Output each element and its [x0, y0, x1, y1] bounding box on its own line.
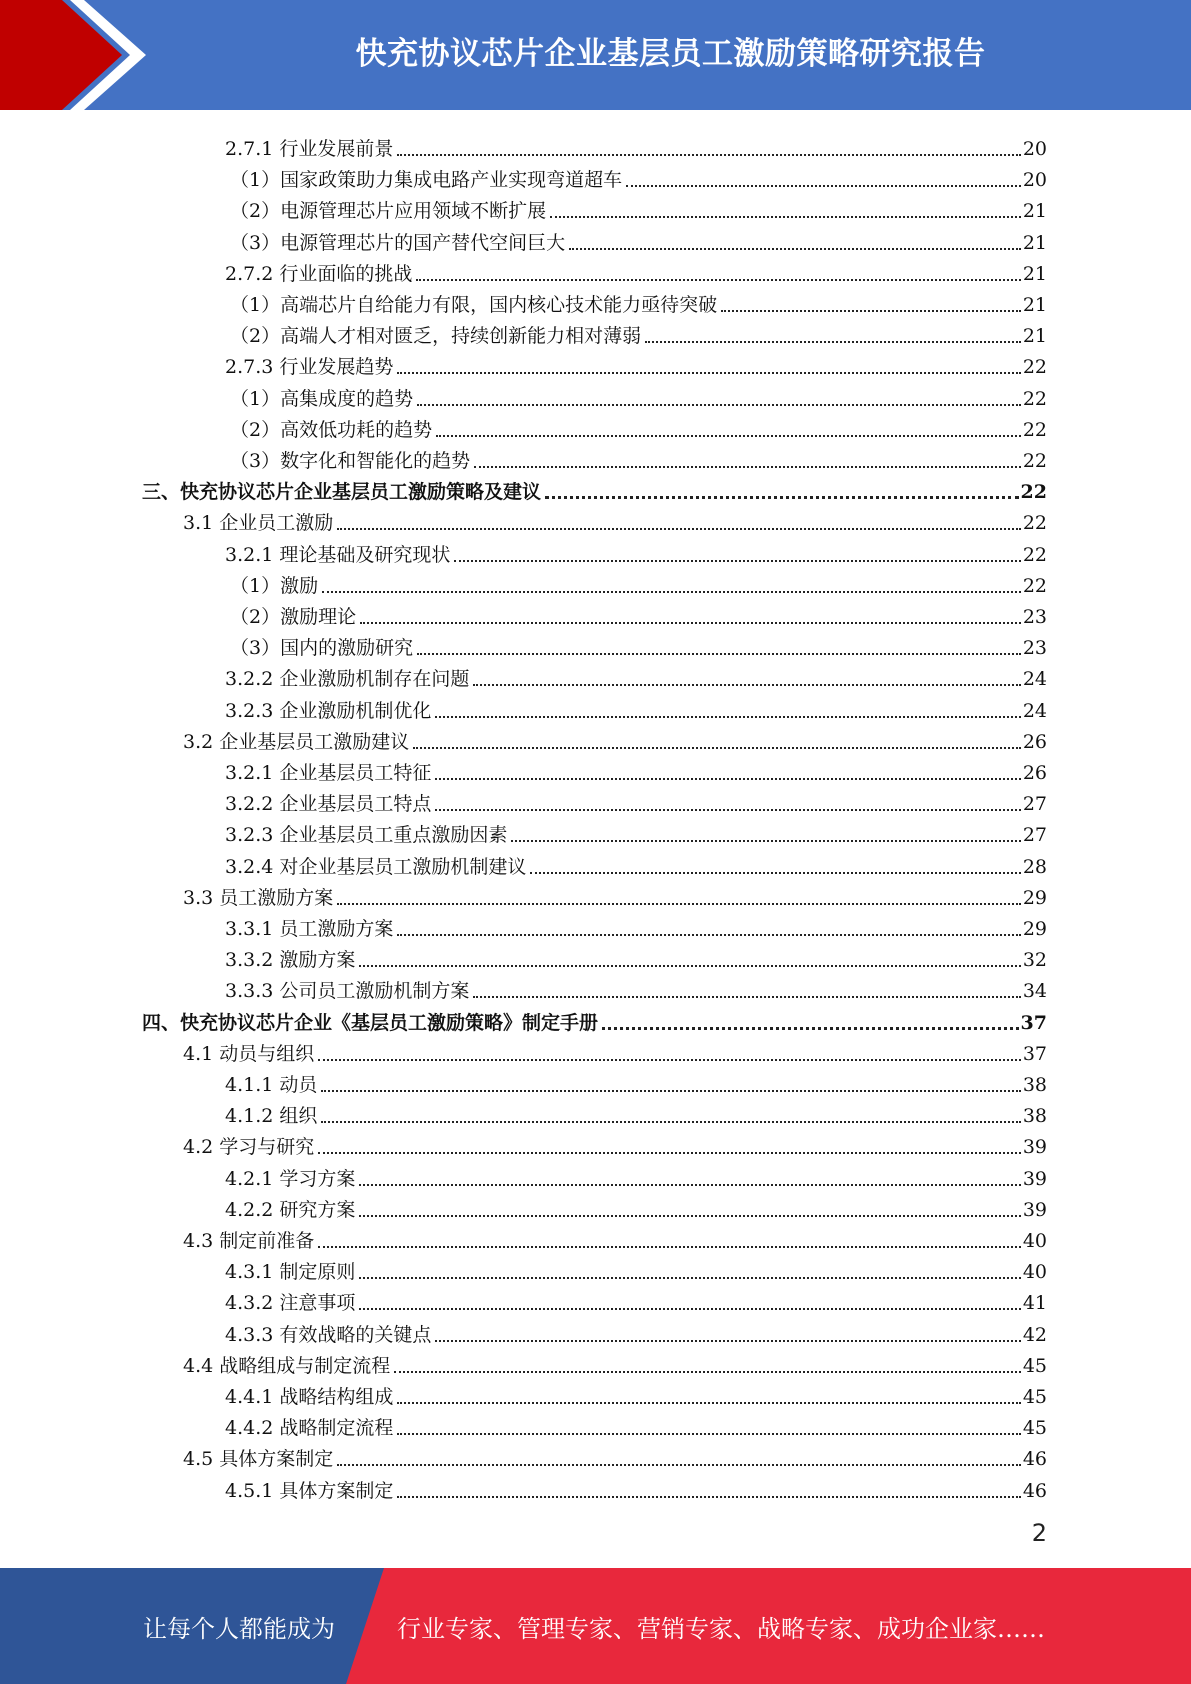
toc-entry-page: 20: [1022, 169, 1047, 192]
toc-entry-page: 27: [1022, 793, 1047, 816]
toc-entry-label: （2）高端人才相对匮乏，持续创新能力相对薄弱: [230, 325, 642, 348]
toc-dot-leader: [359, 1308, 1020, 1310]
toc-entry-page: 21: [1022, 325, 1047, 348]
toc-dot-leader: [321, 1090, 1020, 1092]
toc-entry-page: 21: [1022, 294, 1047, 316]
toc-entry-label: 4.5.1 具体方案制定: [225, 1479, 394, 1502]
document-title: 快充协议芯片企业基层员工激励策略研究报告: [355, 35, 986, 72]
toc-entry-page: 21: [1022, 231, 1047, 254]
chevron-arrow-icon: [0, 0, 160, 110]
toc-entry-label: （3）国内的激励研究: [230, 637, 414, 660]
toc-entry-page: 26: [1022, 730, 1047, 753]
toc-entry-page: 22: [1022, 387, 1047, 410]
toc-entry-page: 22: [1022, 450, 1047, 472]
toc-dot-leader: [397, 1496, 1020, 1498]
toc-entry[interactable]: [225, 692, 1047, 723]
toc-entry[interactable]: [230, 286, 1047, 317]
toc-entry-page: 23: [1022, 606, 1047, 628]
toc-dot-leader: [359, 1277, 1020, 1279]
toc-dot-leader: [473, 996, 1020, 998]
toc-entry-label: （1）国家政策助力集成电路产业实现弯道超车: [230, 169, 623, 192]
toc-entry-label: 4.1 动员与组织: [183, 1042, 315, 1065]
toc-dot-leader: [511, 840, 1020, 842]
toc-entry-page: 37: [1020, 1011, 1047, 1034]
toc-entry-label: 4.4.2 战略制定流程: [225, 1417, 394, 1440]
toc-dot-leader: [359, 1184, 1020, 1186]
toc-entry[interactable]: [225, 660, 1047, 691]
toc-dot-leader: [435, 716, 1020, 718]
toc-dot-leader: [359, 1215, 1020, 1217]
toc-entry-label: 3.2.3 企业激励机制优化: [225, 699, 432, 722]
toc-entry-label: 3.1 企业员工激励: [183, 512, 334, 535]
toc-entry-page: 22: [1022, 512, 1047, 535]
toc-dot-leader: [318, 1059, 1021, 1061]
toc-entry-label: 2.7.1 行业发展前景: [225, 138, 394, 160]
toc-entry-label: 三、快充协议芯片企业基层员工激励策略及建议: [142, 481, 542, 504]
toc-dot-leader: [397, 1433, 1020, 1435]
toc-entry[interactable]: [225, 785, 1047, 816]
toc-entry[interactable]: [230, 192, 1047, 223]
toc-entry-label: 4.3.3 有效战略的关键点: [225, 1323, 432, 1346]
toc-dot-leader: [417, 404, 1021, 406]
toc-entry-page: 41: [1022, 1292, 1047, 1315]
toc-entry[interactable]: [183, 1128, 1047, 1159]
toc-dot-leader: [397, 154, 1020, 156]
toc-entry-page: 37: [1022, 1042, 1047, 1065]
toc-entry-page: 39: [1022, 1167, 1047, 1190]
toc-entry[interactable]: [225, 1191, 1047, 1222]
toc-entry-page: 38: [1022, 1105, 1047, 1128]
toc-dot-leader: [473, 684, 1020, 686]
toc-entry[interactable]: [225, 536, 1047, 567]
toc-entry-page: 39: [1022, 1136, 1047, 1159]
toc-dot-leader: [474, 466, 1021, 468]
toc-entry-page: 38: [1022, 1074, 1047, 1096]
toc-dot-leader: [436, 435, 1021, 437]
toc-entry[interactable]: [230, 598, 1047, 629]
toc-entry-page: 42: [1022, 1323, 1047, 1346]
toc-entry-page: 34: [1022, 980, 1047, 1003]
toc-entry-page: 29: [1022, 918, 1047, 940]
toc-entry[interactable]: [142, 1004, 1047, 1035]
toc-entry[interactable]: [225, 972, 1047, 1003]
toc-entry[interactable]: [225, 1409, 1047, 1440]
toc-entry-page: 24: [1022, 699, 1047, 722]
toc-entry[interactable]: [225, 1253, 1047, 1284]
toc-entry-page: 45: [1022, 1386, 1047, 1408]
toc-dot-leader: [645, 341, 1021, 343]
toc-dot-leader: [397, 934, 1020, 936]
toc-entry-page: 40: [1022, 1230, 1047, 1252]
toc-dot-leader: [435, 1340, 1020, 1342]
toc-entry[interactable]: [183, 504, 1047, 535]
toc-dot-leader: [530, 872, 1020, 874]
toc-entry[interactable]: [230, 442, 1047, 473]
toc-entry-label: （3）数字化和智能化的趋势: [230, 450, 471, 472]
toc-entry-page: 22: [1020, 481, 1047, 504]
toc-entry-page: 29: [1022, 886, 1047, 909]
toc-entry-label: 3.3.1 员工激励方案: [225, 918, 394, 940]
toc-entry-page: 39: [1022, 1198, 1047, 1221]
toc-entry-label: （2）高效低功耗的趋势: [230, 418, 433, 441]
toc-entry-page: 22: [1022, 574, 1047, 597]
toc-entry-label: 2.7.2 行业面临的挑战: [225, 262, 413, 285]
toc-dot-leader: [416, 279, 1020, 281]
toc-entry-label: 3.3 员工激励方案: [183, 886, 334, 909]
toc-entry-label: 3.2.3 企业基层员工重点激励因素: [225, 824, 508, 847]
toc-entry[interactable]: [225, 130, 1047, 161]
toc-entry[interactable]: [183, 1347, 1047, 1378]
toc-dot-leader: [321, 1121, 1020, 1123]
toc-entry[interactable]: [225, 1378, 1047, 1409]
toc-entry-label: 3.2 企业基层员工激励建议: [183, 730, 410, 753]
toc-dot-leader: [413, 747, 1021, 749]
toc-dot-leader: [359, 965, 1020, 967]
toc-dot-leader: [318, 1152, 1021, 1154]
toc-entry[interactable]: [230, 317, 1047, 348]
toc-dot-leader: [394, 1371, 1021, 1373]
toc-entry[interactable]: [225, 1316, 1047, 1347]
toc-entry[interactable]: [230, 224, 1047, 255]
toc-dot-leader: [322, 591, 1021, 593]
toc-entry-label: 3.2.1 理论基础及研究现状: [225, 543, 451, 566]
toc-dot-leader: [318, 1246, 1021, 1248]
toc-entry-label: 4.3.1 制定原则: [225, 1261, 356, 1284]
toc-entry-label: （2）电源管理芯片应用领域不断扩展: [230, 200, 547, 223]
toc-entry-label: 3.2.1 企业基层员工特征: [225, 762, 432, 784]
toc-entry-label: 3.2.4 对企业基层员工激励机制建议: [225, 855, 527, 878]
toc-entry-label: 4.1.2 组织: [225, 1105, 318, 1128]
header-band: [0, 0, 1191, 110]
toc-entry[interactable]: [225, 255, 1047, 286]
toc-entry[interactable]: [225, 1160, 1047, 1191]
footer-slogan-left: 让每个人都能成为: [143, 1614, 335, 1643]
toc-dot-leader: [417, 653, 1021, 655]
toc-dot-leader: [721, 310, 1021, 312]
toc-dot-leader: [435, 809, 1020, 811]
toc-entry-label: 3.3.2 激励方案: [225, 949, 356, 972]
toc-entry[interactable]: [183, 879, 1047, 910]
toc-entry[interactable]: [183, 1222, 1047, 1253]
toc-entry[interactable]: [142, 473, 1047, 504]
toc-entry[interactable]: [230, 161, 1047, 192]
toc-entry-label: 3.2.2 企业激励机制存在问题: [225, 668, 470, 691]
toc-dot-leader: [569, 248, 1021, 250]
toc-entry-page: 24: [1022, 668, 1047, 691]
toc-entry-page: 26: [1022, 762, 1047, 784]
toc-entry[interactable]: [225, 941, 1047, 972]
toc-dot-leader: [337, 1464, 1021, 1466]
toc-entry-page: 22: [1022, 543, 1047, 566]
toc-dot-leader: [626, 185, 1021, 187]
toc-entry[interactable]: [225, 1097, 1047, 1128]
toc-entry[interactable]: [225, 1472, 1047, 1503]
toc-dot-leader: [397, 372, 1020, 374]
toc-entry[interactable]: [230, 629, 1047, 660]
toc-entry-label: 4.4.1 战略结构组成: [225, 1386, 394, 1408]
toc-entry-label: 2.7.3 行业发展趋势: [225, 356, 394, 379]
toc-entry-label: 4.3 制定前准备: [183, 1230, 315, 1252]
toc-entry[interactable]: [230, 567, 1047, 598]
toc-entry-page: 46: [1022, 1479, 1047, 1502]
toc-entry[interactable]: [225, 754, 1047, 785]
footer-banner: [0, 1568, 1191, 1684]
footer-slogan-right: 行业专家、管理专家、营销专家、战略专家、成功企业家……: [397, 1614, 1045, 1643]
toc-entry-label: 4.3.2 注意事项: [225, 1292, 356, 1315]
toc-dot-leader: [435, 778, 1020, 780]
toc-dot-leader: [545, 496, 1019, 499]
toc-entry-page: 22: [1022, 356, 1047, 379]
toc-entry-label: （1）高集成度的趋势: [230, 387, 414, 410]
toc-entry[interactable]: [183, 1440, 1047, 1471]
toc-entry-page: 22: [1022, 418, 1047, 441]
toc-entry-label: 四、快充协议芯片企业《基层员工激励策略》制定手册: [142, 1011, 599, 1034]
toc-entry-label: （1）激励: [230, 574, 319, 597]
page-number: 2: [1031, 1519, 1047, 1547]
toc-entry-page: 28: [1022, 855, 1047, 878]
toc-entry-page: 40: [1022, 1261, 1047, 1284]
toc-entry-label: 4.2 学习与研究: [183, 1136, 315, 1159]
toc-dot-leader: [337, 528, 1021, 530]
toc-entry-label: 4.4 战略组成与制定流程: [183, 1354, 391, 1377]
toc-entry-label: （2）激励理论: [230, 606, 357, 628]
toc-entry-page: 20: [1022, 138, 1047, 160]
toc-entry-page: 46: [1022, 1448, 1047, 1471]
toc-entry[interactable]: [225, 816, 1047, 847]
toc-entry[interactable]: [183, 723, 1047, 754]
toc-entry-label: （3）电源管理芯片的国产替代空间巨大: [230, 231, 566, 254]
toc-entry-page: 21: [1022, 262, 1047, 285]
toc-entry-label: 3.2.2 企业基层员工特点: [225, 793, 432, 816]
toc-entry-page: 45: [1022, 1354, 1047, 1377]
toc-entry-label: 4.2.2 研究方案: [225, 1198, 356, 1221]
toc-entry-label: 4.5 具体方案制定: [183, 1448, 334, 1471]
toc-entry-page: 23: [1022, 637, 1047, 660]
toc-entry-page: 32: [1022, 949, 1047, 972]
toc-entry[interactable]: [225, 910, 1047, 941]
toc-entry-label: （1）高端芯片自给能力有限，国内核心技术能力亟待突破: [230, 294, 718, 316]
toc-entry-label: 3.3.3 公司员工激励机制方案: [225, 980, 470, 1003]
toc-entry[interactable]: [230, 380, 1047, 411]
toc-entry[interactable]: [225, 348, 1047, 379]
toc-entry-label: 4.1.1 动员: [225, 1074, 318, 1096]
toc-dot-leader: [550, 216, 1021, 218]
toc-dot-leader: [454, 560, 1020, 562]
toc-dot-leader: [602, 1027, 1019, 1030]
toc-entry[interactable]: [183, 1035, 1047, 1066]
toc-entry-page: 45: [1022, 1417, 1047, 1440]
toc-dot-leader: [337, 903, 1021, 905]
toc-entry[interactable]: [225, 1066, 1047, 1097]
toc-entry-page: 21: [1022, 200, 1047, 223]
toc-dot-leader: [397, 1402, 1020, 1404]
toc-entry-page: 27: [1022, 824, 1047, 847]
toc-entry-label: 4.2.1 学习方案: [225, 1167, 356, 1190]
toc-entry[interactable]: [225, 848, 1047, 879]
toc-dot-leader: [360, 622, 1021, 624]
toc-entry[interactable]: [225, 1284, 1047, 1315]
toc-entry[interactable]: [230, 411, 1047, 442]
